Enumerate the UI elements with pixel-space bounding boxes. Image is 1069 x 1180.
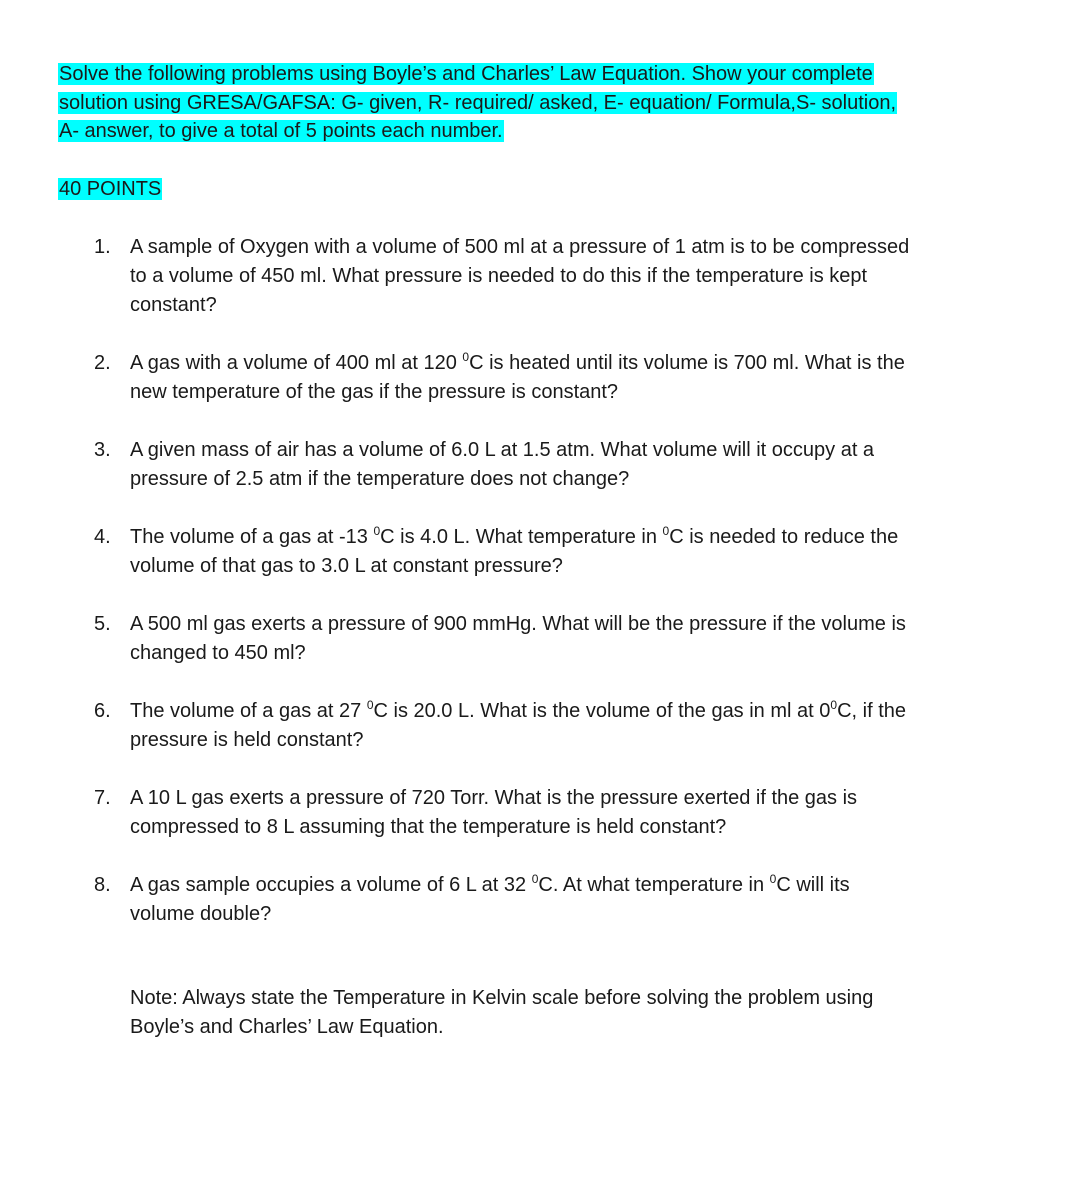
problem-text-line-2: changed to 450 ml? — [130, 642, 306, 664]
degree-superscript: 0 — [769, 872, 777, 886]
note-paragraph — [130, 984, 990, 1042]
instructions-highlight — [58, 63, 897, 142]
problem-list — [0, 233, 1069, 958]
problem-number: 4. — [94, 526, 111, 548]
degree-superscript: 0 — [662, 524, 670, 538]
note-line-2: Boyle’s and Charles’ Law Equation. — [130, 1016, 444, 1038]
problem-text-line-2: volume double? — [130, 903, 272, 925]
problem-number: 2. — [94, 352, 111, 374]
problem-text-segment: C is 20.0 L. What is the volume of the gas in ml at 0 — [373, 700, 831, 722]
problem-number: 5. — [94, 613, 111, 635]
degree-superscript: 0 — [462, 350, 470, 364]
instructions-line-3: A- answer, to give a total of 5 points each number. — [59, 120, 503, 142]
problem-text-segment: C is needed to reduce the — [669, 526, 899, 548]
problem-4 — [0, 523, 990, 581]
problem-8 — [0, 871, 990, 929]
problem-3 — [0, 436, 990, 494]
problem-7 — [0, 784, 990, 842]
problem-text-segment: C will its — [776, 874, 850, 896]
points-label — [58, 175, 162, 203]
problem-number: 8. — [94, 874, 111, 896]
problem-text-line-2: new temperature of the gas if the pressure is constant? — [130, 381, 619, 403]
degree-superscript: 0 — [373, 524, 381, 538]
problem-text-line-1: A sample of Oxygen with a volume of 500 ml at a pressure of 1 atm is to be compressed — [130, 236, 910, 258]
problem-text-line-3: constant? — [130, 294, 217, 316]
problem-text-segment: C, if the — [837, 700, 906, 722]
problem-6 — [0, 697, 990, 755]
problem-text-segment: C. At what temperature in — [538, 874, 770, 896]
problem-text-line-2: to a volume of 450 ml. What pressure is needed to do this if the temperature is kept — [130, 265, 868, 287]
problem-number: 7. — [94, 787, 111, 809]
problem-1 — [0, 233, 990, 320]
degree-superscript: 0 — [366, 698, 374, 712]
problem-text-segment: A gas sample occupies a volume of 6 L at 32 — [130, 874, 532, 896]
problem-text-line-1: A 500 ml gas exerts a pressure of 900 mmHg. What will be the pressure if the volume is — [130, 613, 906, 635]
note-line-1: Note: Always state the Temperature in Kelvin scale before solving the problem using — [130, 987, 874, 1009]
problem-text-segment: C is heated until its volume is 700 ml. What is the — [469, 352, 905, 374]
problem-number: 6. — [94, 700, 111, 722]
problem-text-segment: C is 4.0 L. What temperature in — [380, 526, 663, 548]
problem-5 — [0, 610, 990, 668]
problem-text-line-2: pressure is held constant? — [130, 729, 364, 751]
instructions-line-1: Solve the following problems using Boyle’s and Charles’ Law Equation. Show your complete — [59, 63, 873, 85]
points-highlight: 40 POINTS — [59, 178, 162, 200]
problem-text-segment: The volume of a gas at -13 — [130, 526, 374, 548]
degree-superscript: 0 — [531, 872, 539, 886]
problem-text-segment: A gas with a volume of 400 ml at 120 — [130, 352, 463, 374]
degree-superscript: 0 — [830, 698, 838, 712]
instructions-paragraph — [58, 60, 1018, 146]
problem-2 — [0, 349, 990, 407]
problem-number: 1. — [94, 236, 111, 258]
problem-text-line-1: A 10 L gas exerts a pressure of 720 Torr. What is the pressure exerted if the gas is — [130, 787, 858, 809]
problem-text-line-2: volume of that gas to 3.0 L at constant pressure? — [130, 555, 563, 577]
problem-text-line-2: pressure of 2.5 atm if the temperature does not change? — [130, 468, 630, 490]
problem-number: 3. — [94, 439, 111, 461]
problem-text-line-2: compressed to 8 L assuming that the temperature is held constant? — [130, 816, 727, 838]
problem-text-line-1: A given mass of air has a volume of 6.0 L at 1.5 atm. What volume will it occupy at a — [130, 439, 875, 461]
problem-text-segment: The volume of a gas at 27 — [130, 700, 367, 722]
instructions-line-2: solution using GRESA/GAFSA: G- given, R- required/ asked, E- equation/ Formula,S- solution, — [59, 91, 897, 114]
